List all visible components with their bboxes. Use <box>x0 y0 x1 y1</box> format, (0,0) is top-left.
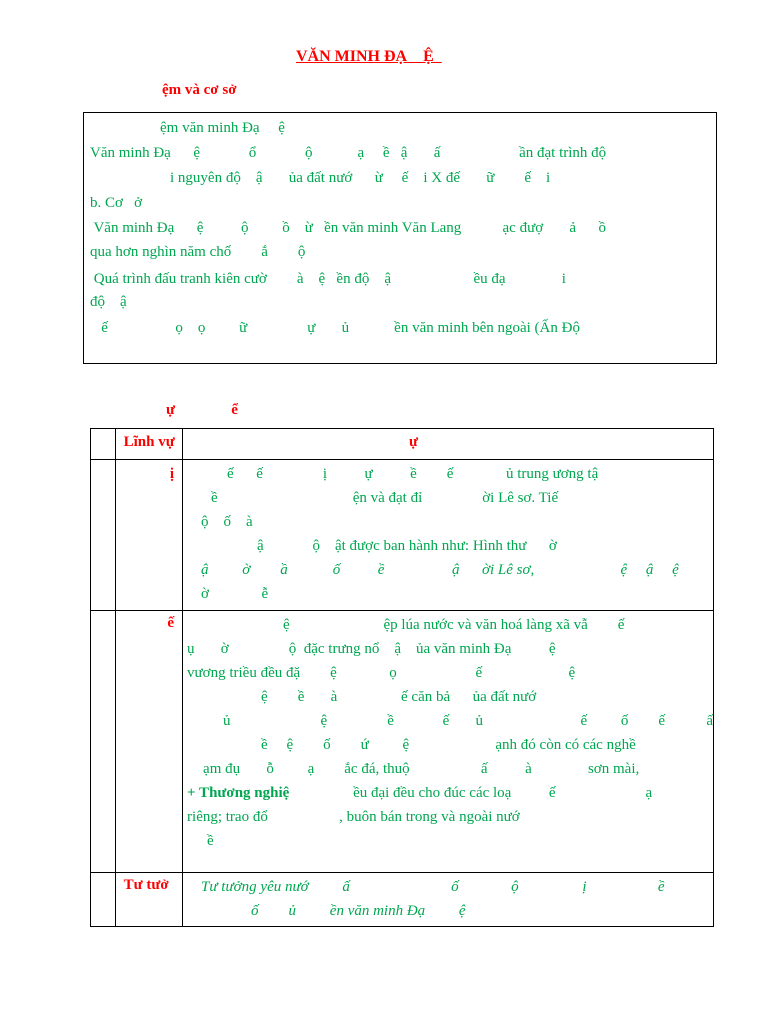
box-line: i nguyên độ ậ ủa đất nướ ừ ế i X đế ữ ế i <box>170 170 551 186</box>
table-header-index <box>91 429 116 460</box>
row-label: Tư tưở <box>123 877 169 893</box>
section1-heading: ệm và cơ sở <box>162 82 237 98</box>
table-header-content: ự <box>183 429 714 460</box>
row-line: + Thương nghiệ ều đại đều cho đúc các loạ ế ạ <box>187 785 653 801</box>
achievement-table <box>90 428 714 927</box>
box-line: Quá trình đấu tranh kiên cườ à ệ ền độ ậ ều đạ i <box>90 271 566 287</box>
table-header-field: Lĩnh vự <box>115 429 182 460</box>
table-row <box>91 611 714 873</box>
box-line: ệm văn minh Đạ ệ <box>160 120 285 136</box>
box-line: b. Cơ ở <box>90 195 143 211</box>
table-header-row <box>91 429 714 460</box>
row-line: Tư tưởng yêu nướ ấ ố ộ ị ề <box>201 879 665 895</box>
box-line: qua hơn nghìn năm chố ắ ộ <box>90 244 306 260</box>
table-row <box>91 873 714 927</box>
row-line: ụ ờ ộ đặc trưng nổ ậ ủa văn minh Đạ ệ <box>187 641 556 657</box>
box-line: Văn minh Đạ ệ ổ ộ ạ ề ậ ấ ần đạt trình độ <box>90 145 607 161</box>
row-line: ề ệ ố ứ ệ ạnh đó còn có các nghề <box>261 737 636 753</box>
row-line: ờ ễ <box>201 586 269 602</box>
document-title: VĂN MINH ĐẠ Ệ <box>296 48 442 65</box>
row-line: vương triều đều đặ ệ ọ ế ệ <box>187 665 576 681</box>
row-line: ệ ệp lúa nước và văn hoá làng xã vẫ ế <box>283 617 625 633</box>
concept-box <box>83 112 717 364</box>
table-row <box>91 460 714 611</box>
row-line: ạm đụ ỗ ạ ắc đá, thuộ ấ à sơn mài, <box>203 761 640 777</box>
box-line: độ ậ <box>90 294 127 310</box>
row-line: ậ ờ ầ ố ề ậ ời Lê sơ, ệ ậ ệ <box>201 562 679 578</box>
commerce-label: + Thương nghiệ <box>187 785 290 801</box>
row-line: ệ ề à ế căn bả ủa đất nướ <box>261 689 537 705</box>
box-line: Văn minh Đạ ệ ộ ồ ừ ền văn minh Văn Lang ạc đượ ả ồ <box>90 220 607 236</box>
box-line: ế ọ ọ ữ ự ủ ền văn minh bên ngoài (Ấn Độ <box>90 320 580 336</box>
row-label: ị <box>169 466 175 482</box>
row-line: ề ện và đạt đỉ ời Lê sơ. Tiế <box>211 490 559 506</box>
row-label: ế <box>167 615 175 631</box>
row-line: ậ ộ ật được ban hành như: Hình thư ờ <box>257 538 557 554</box>
row-line: ủ ệ ề ế ủ ế ố ế ấ <box>223 713 713 729</box>
row-line: ộ ố à <box>201 514 253 530</box>
row-line: riêng; trao đổ , buôn bán trong và ngoài nướ <box>187 809 520 825</box>
row-line: ế ế ị ự ề ế ủ trung ương tậ <box>227 466 599 482</box>
row-line: ố ủ ền văn minh Đạ ệ <box>251 903 466 919</box>
row-line: ề <box>207 833 214 849</box>
section2-heading: ự ể <box>166 402 238 418</box>
